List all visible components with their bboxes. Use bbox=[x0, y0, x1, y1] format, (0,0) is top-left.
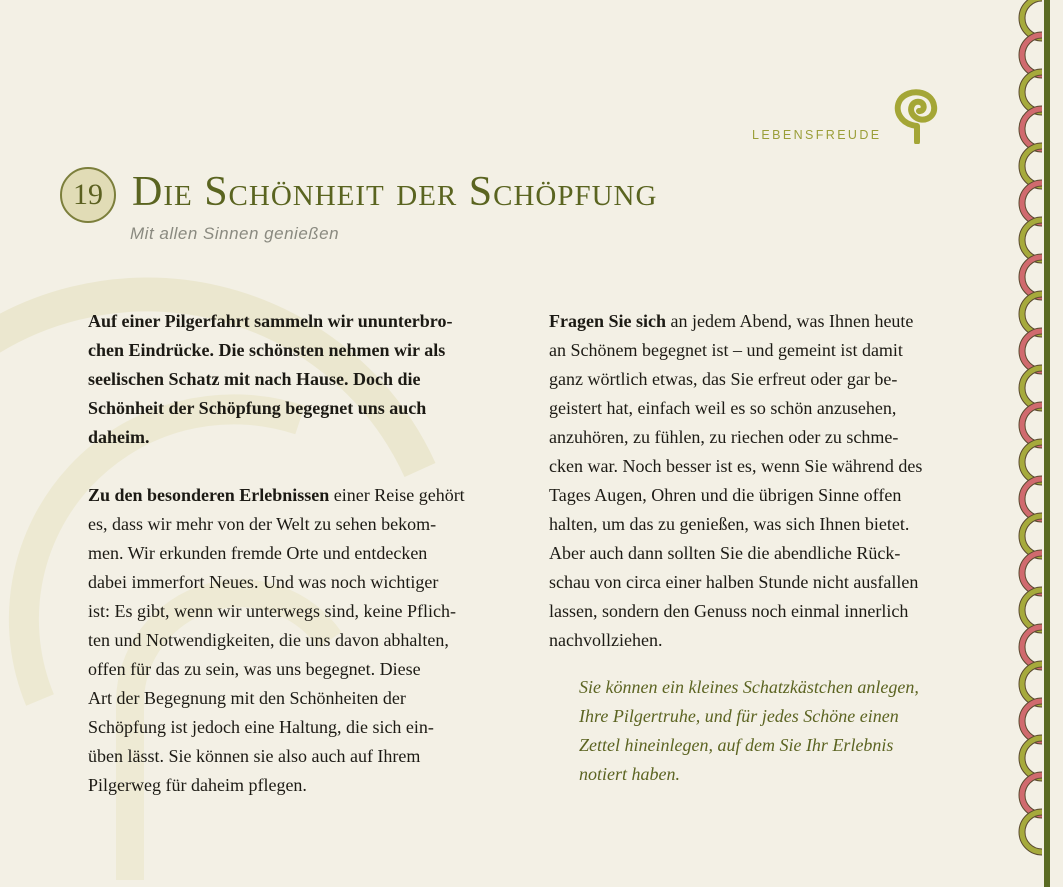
text-span: einer Reise gehört bbox=[329, 485, 465, 505]
text-line: seelischen Schatz mit nach Hause. Doch die bbox=[88, 369, 421, 389]
text-line: Schönheit der Schöpfung begegnet uns auch bbox=[88, 398, 427, 418]
text-line: Pilgerweg für daheim pflegen. bbox=[88, 775, 307, 795]
text-line: Auf einer Pilgerfahrt sammeln wir ununterbro- bbox=[88, 311, 453, 331]
chapter-number-badge: 19 bbox=[60, 167, 116, 223]
category-label: LEBENSFREUDE bbox=[752, 128, 882, 142]
text-line: men. Wir erkunden fremde Orte und entdecken bbox=[88, 543, 428, 563]
page-title: Die Schönheit der Schöpfung bbox=[132, 169, 658, 215]
text-line: cken war. Noch besser ist es, wenn Sie während des bbox=[549, 456, 923, 476]
celtic-border bbox=[995, 0, 1063, 887]
text-line: halten, um das zu genießen, was sich Ihnen bietet. bbox=[549, 514, 910, 534]
text-line: dabei immerfort Neues. Und was noch wichtiger bbox=[88, 572, 439, 592]
text-line: nachvollziehen. bbox=[549, 630, 663, 650]
tip-line: Ihre Pilgertruhe, und für jedes Schöne einen bbox=[579, 706, 899, 726]
text-line: chen Eindrücke. Die schönsten nehmen wir als bbox=[88, 340, 446, 360]
text-line bbox=[549, 311, 913, 331]
text-line: Art der Begegnung mit den Schönheiten der bbox=[88, 688, 406, 708]
page-subtitle: Mit allen Sinnen genießen bbox=[130, 224, 340, 243]
text-line: geistert hat, einfach weil es so schön anzusehen, bbox=[549, 398, 897, 418]
text-line: Tages Augen, Ohren und die übrigen Sinne offen bbox=[549, 485, 902, 505]
text-span: an jedem Abend, was Ihnen heute bbox=[666, 311, 914, 331]
text-line: ten und Notwendigkeiten, die uns davon abhalten, bbox=[88, 630, 449, 650]
tip-line: notiert haben. bbox=[579, 764, 680, 784]
text-line: anzuhören, zu fühlen, zu riechen oder zu schme- bbox=[549, 427, 899, 447]
text-line: Schöpfung ist jedoch eine Haltung, die sich ein- bbox=[88, 717, 434, 737]
text-line: offen für das zu sein, was uns begegnet. Diese bbox=[88, 659, 421, 679]
text-line: es, dass wir mehr von der Welt zu sehen bekom- bbox=[88, 514, 437, 534]
text-line bbox=[88, 485, 465, 505]
text-line: ganz wörtlich etwas, das Sie erfreut oder gar be- bbox=[549, 369, 898, 389]
lead-in: Zu den besonderen Erlebnissen bbox=[88, 485, 330, 505]
tip-line: Zettel hineinlegen, auf dem Sie Ihr Erlebnis bbox=[579, 735, 894, 755]
lead-in: Fragen Sie sich bbox=[549, 311, 666, 331]
text-line: lassen, sondern den Genuss noch einmal innerlich bbox=[549, 601, 909, 621]
text-line: daheim. bbox=[88, 427, 150, 447]
border-bar bbox=[1044, 0, 1050, 887]
border-margin bbox=[1050, 0, 1063, 887]
text-line: üben lässt. Sie können sie also auch auf Ihrem bbox=[88, 746, 421, 766]
text-line: Aber auch dann sollten Sie die abendliche Rück- bbox=[549, 543, 901, 563]
text-line: ist: Es gibt, wenn wir unterwegs sind, keine Pflich- bbox=[88, 601, 456, 621]
spiral-tree-icon bbox=[888, 86, 946, 144]
tip-line: Sie können ein kleines Schatzkästchen anlegen, bbox=[579, 677, 919, 697]
text-line: schau von circa einer halben Stunde nicht ausfallen bbox=[549, 572, 919, 592]
text-line: an Schönem begegnet ist – und gemeint ist damit bbox=[549, 340, 903, 360]
